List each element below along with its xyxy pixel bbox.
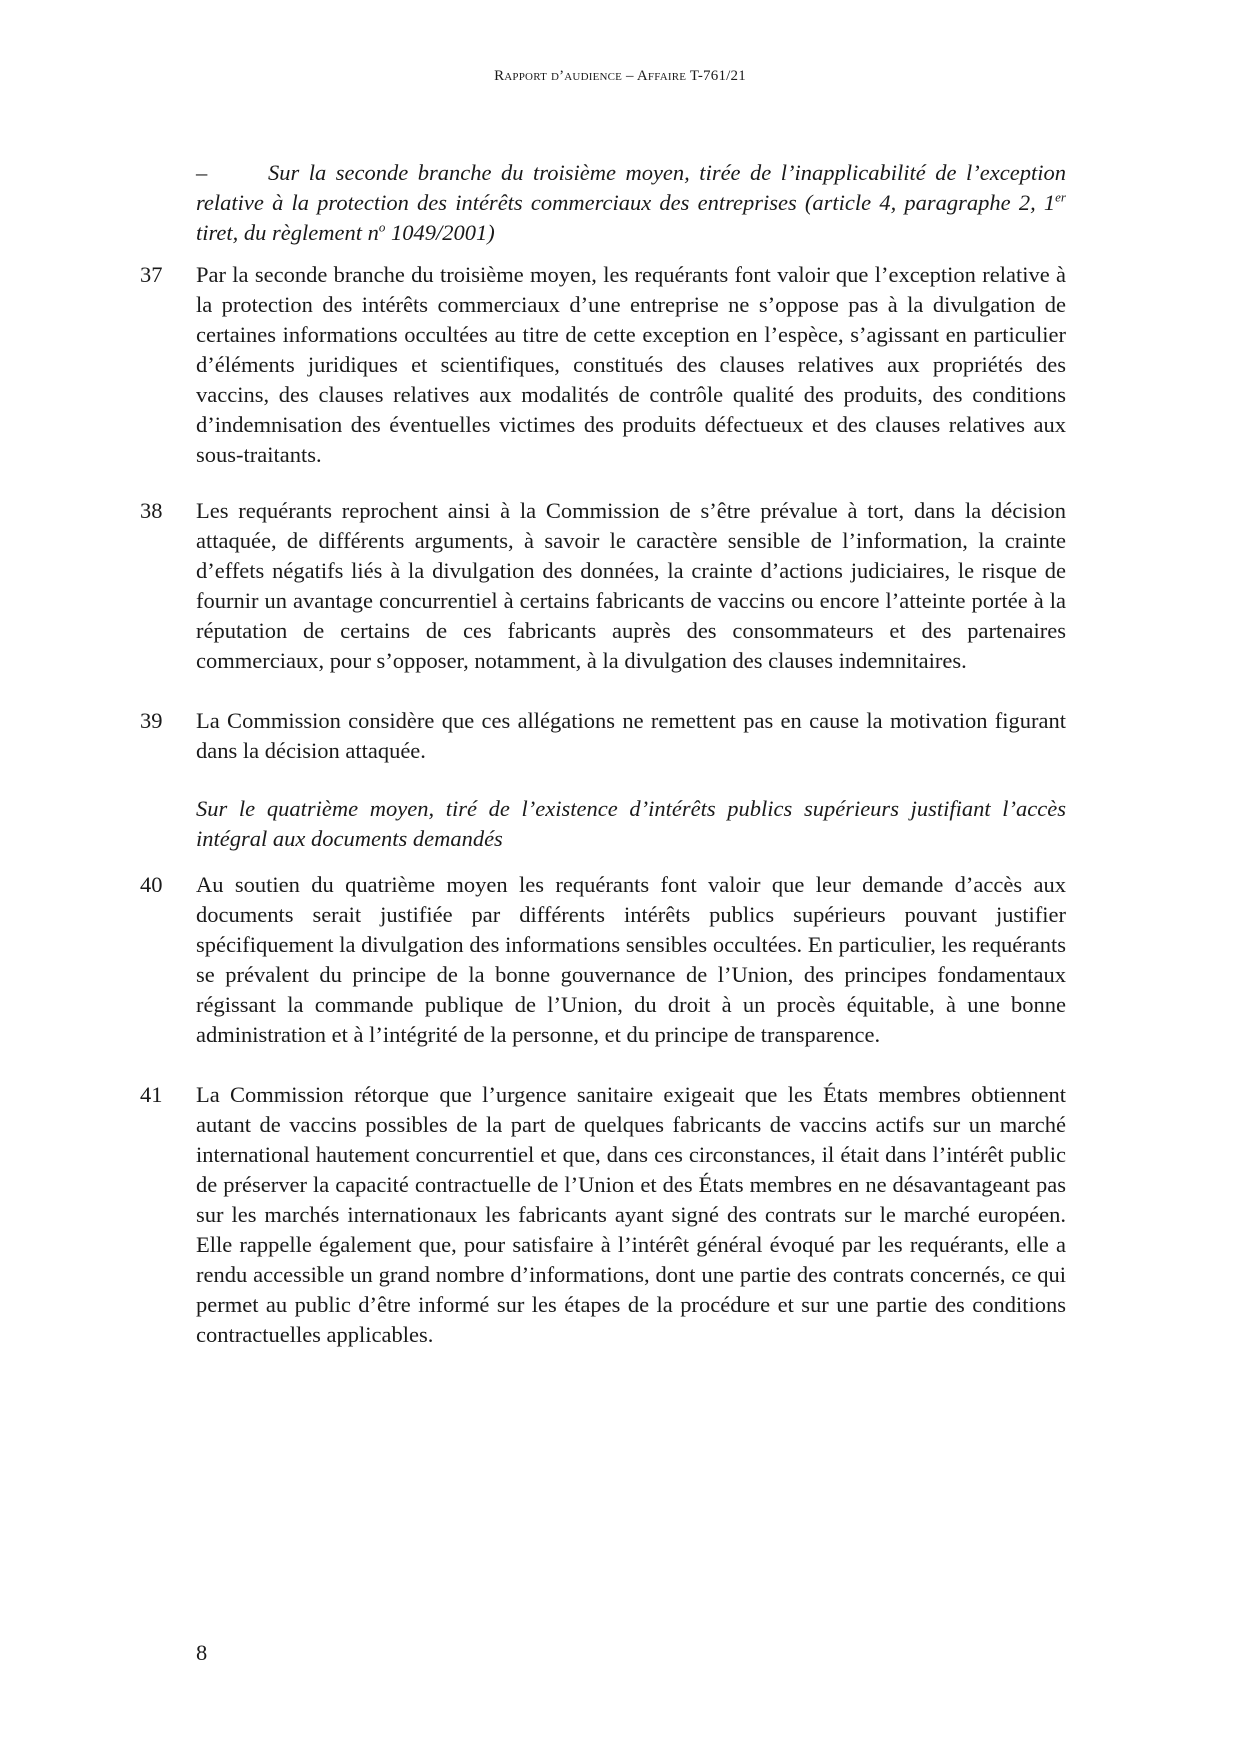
paragraph-number: 39 <box>140 708 163 733</box>
paragraph-number: 40 <box>140 872 163 897</box>
running-title: Rapport d’audience – Affaire T-761/21 <box>494 68 746 84</box>
paragraph-number: 41 <box>140 1082 163 1107</box>
paragraph-text: Au soutien du quatrième moyen les requérants font valoir que leur demande d’accès aux documents serait justifiée par différents intérêts publics supérieurs pouvant justifier spécifiquement la divulgation des informations sensibles occultées. En particulier, les requérants se prévalent du principe de la bonne gouvernance de l’Union, des principes fondamentaux régissant la commande publique de l’Union, du droit à un procès équitable, à une bonne administration et à l’intégrité de la personne, et du principe de transparence. <box>196 872 1066 1047</box>
section-heading-third-plea-second-branch: – Sur la seconde branche du troisième moyen, tirée de l’inapplicabilité de l’exception relative à la protection des intérêts commerciaux des entreprises (article 4, paragraphe 2, 1er tiret, du règlement $n^o$ 1049/2001) <box>196 160 1066 245</box>
paragraph-text: Les requérants reprochent ainsi à la Commission de s’être prévalue à tort, dans la décision attaquée, de différents arguments, à savoir le caractère sensible de l’information, la crainte d’effets négatifs liés à la divulgation des données, la crainte d’actions judiciaires, le risque de fournir un avantage concurrentiel à certains fabricants de vaccins ou encore l’atteinte portée à la réputation de certains de ces fabricants auprès des consommateurs et des partenaires commerciaux, pour s’opposer, notamment, à la divulgation des clauses indemnitaires. <box>196 498 1066 673</box>
paragraph-number: 38 <box>140 498 163 523</box>
running-header <box>0 68 1240 85</box>
heading-dash: – <box>196 160 208 185</box>
paragraph-number: 37 <box>140 262 163 287</box>
paragraph-41 <box>140 1080 1066 1350</box>
section-heading-fourth-plea: Sur le quatrième moyen, tiré de l’existence d’intérêts publics supérieurs justifiant l’accès intégral aux documents demandés <box>196 796 1066 851</box>
paragraph-text: Par la seconde branche du troisième moyen, les requérants font valoir que l’exception relative à la protection des intérêts commerciaux d’une entreprise ne s’oppose pas à la divulgation de certaines informations occultées au titre de cette exception en l’espèce, s’agissant en particulier d’éléments juridiques et scientifiques, constitués des clauses relatives aux propriétés des vaccins, des clauses relatives aux modalités de contrôle qualité des produits, des conditions d’indemnisation des éventuelles victimes des produits défectueux et des clauses relatives aux sous-traitants. <box>196 262 1066 467</box>
paragraph-text: La Commission considère que ces allégations ne remettent pas en cause la motivation figurant dans la décision attaquée. <box>196 708 1066 763</box>
paragraph-37 <box>140 260 1066 470</box>
page-number: 8 <box>196 1640 208 1665</box>
paragraph-40 <box>140 870 1066 1050</box>
paragraph-38 <box>140 496 1066 676</box>
paragraph-text: La Commission rétorque que l’urgence sanitaire exigeait que les États membres obtiennent autant de vaccins possibles de la part de quelques fabricants de vaccins actifs sur un marché international hautement concurrentiel et que, dans ces circonstances, il était dans l’intérêt public de préserver la capacité contractuelle de l’Union et des États membres en ne désavantageant pas sur les marchés internationaux les fabricants ayant signé des contrats sur le marché européen. Elle rappelle également que, pour satisfaire à l’intérêt général évoqué par les requérants, elle a rendu accessible un grand nombre d’informations, dont une partie des contrats concernés, ce qui permet au public d’être informé sur les étapes de la procédure et sur une partie des conditions contractuelles applicables. <box>196 1082 1066 1347</box>
paragraph-39 <box>140 706 1066 766</box>
